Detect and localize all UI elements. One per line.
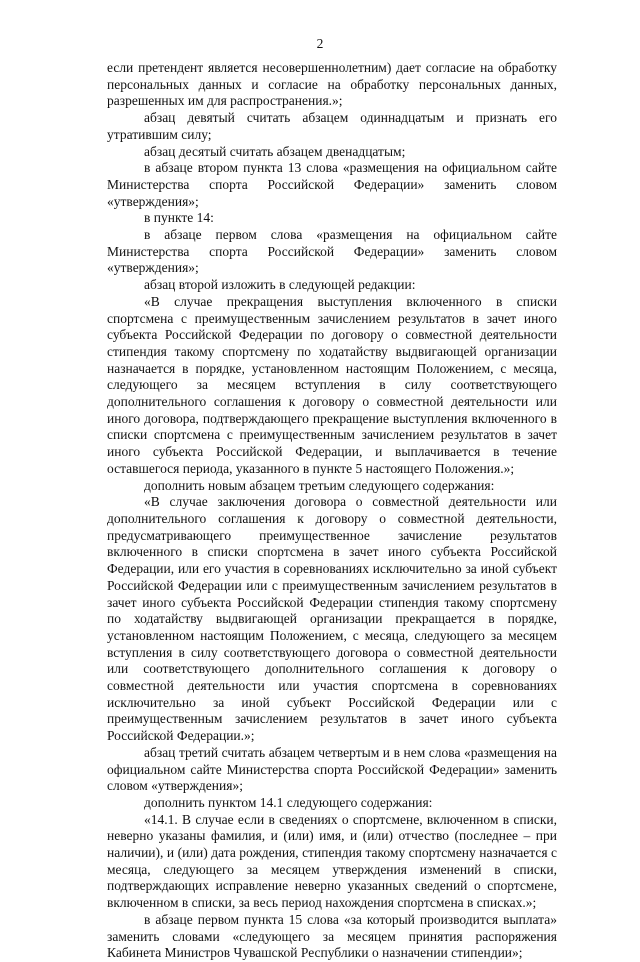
paragraph: в пункте 14:: [144, 210, 214, 226]
paragraph: абзац второй изложить в следующей редакции:: [144, 277, 416, 293]
paragraph: «В случае прекращения выступления включенного в списки спортсмена с преимущественным зачислением результатов в зачет иного субъекта Российской Федерации по договору о совместной деятельности стипендия такому спортсмену по ходатайству выдвигающей организации назначается в порядке, установленном настоящим Положением, с месяца, следующего за месяцем вступления в силу соответствующего дополнительного соглашения к договору о совместной деятельности или иного договора, подтверждающего прекращение выступления включенного в списки спортсмена с преимущественным зачислением результатов в зачет иного субъекта Российской Федерации, и выплачивается в течение оставшегося периода, указанного в пункте 5 настоящего Положения.»;: [107, 293, 557, 476]
paragraph: если претендент является несовершеннолетним) дает согласие на обработку персональных данных и согласие на обработку персональных данных, разрешенных им для распространения.»;: [107, 60, 557, 109]
paragraph: дополнить пунктом 14.1 следующего содержания:: [144, 794, 433, 810]
paragraph: «14.1. В случае если в сведениях о спортсмене, включенном в списки, неверно указаны фамилия, и (или) имя, и (или) отчество (последнее – при наличии), и (или) дата рождения, стипендия такому спортсмену назначается с месяца, следующего за месяцем утверждения изменений в списки, подтверждающих исправление неверно указанных сведений о спортсмене, включенном в списки, за весь период нахождения спортсмена в списках.»;: [107, 811, 557, 911]
paragraph: абзац девятый считать абзацем одиннадцатым и признать его утратившим силу;: [107, 110, 557, 142]
page-number: 2: [316, 36, 324, 51]
paragraph: в абзаце первом пункта 15 слова «за который производится выплата» заменить словами «следующего за месяцем принятия распоряжения Кабинета Министров Чувашской Республики о назначении стипендии»;: [107, 911, 557, 961]
paragraph: абзац третий считать абзацем четвертым и в нем слова «размещения на официальном сайте Министерства спорта Российской Федерации» заменить словом «утверждения»;: [107, 744, 557, 794]
paragraph: в абзаце втором пункта 13 слова «размещения на официальном сайте Министерства спорта Российской Федерации» заменить словом «утверждения»;: [107, 160, 557, 209]
paragraph: абзац десятый считать абзацем двенадцатым;: [144, 143, 406, 159]
paragraph: в абзаце первом слова «размещения на официальном сайте Министерства спорта Российской Федерации» заменить словом «утверждения»;: [107, 227, 557, 276]
paragraph: дополнить новым абзацем третьим следующего содержания:: [144, 477, 495, 493]
document-body: [107, 60, 557, 962]
paragraph: «В случае заключения договора о совместной деятельности или дополнительного соглашения к договору о совместной деятельности, предусматривающего преимущественное зачисление результатов включенного в списки спортсмена в зачет иного субъекта Российской Федерации, или его участия в соревнованиях исключительно за иной субъект Российской Федерации или с преимущественным зачислением результатов в зачет иного субъекта Российской Федерации стипендия такому спортсмену по ходатайству выдвигающей организации прекращается в порядке, установленном настоящим Положением, с месяца, следующего за месяцем вступления в силу соответствующего договора о совместной деятельности или соответствующего дополнительного соглашения к договору о совместной деятельности или участия спортсмена в соревнованиях исключительно за иной субъект Российской Федерации или с преимущественным зачислением результатов в зачет иного субъекта Российской Федерации.»;: [107, 494, 557, 744]
